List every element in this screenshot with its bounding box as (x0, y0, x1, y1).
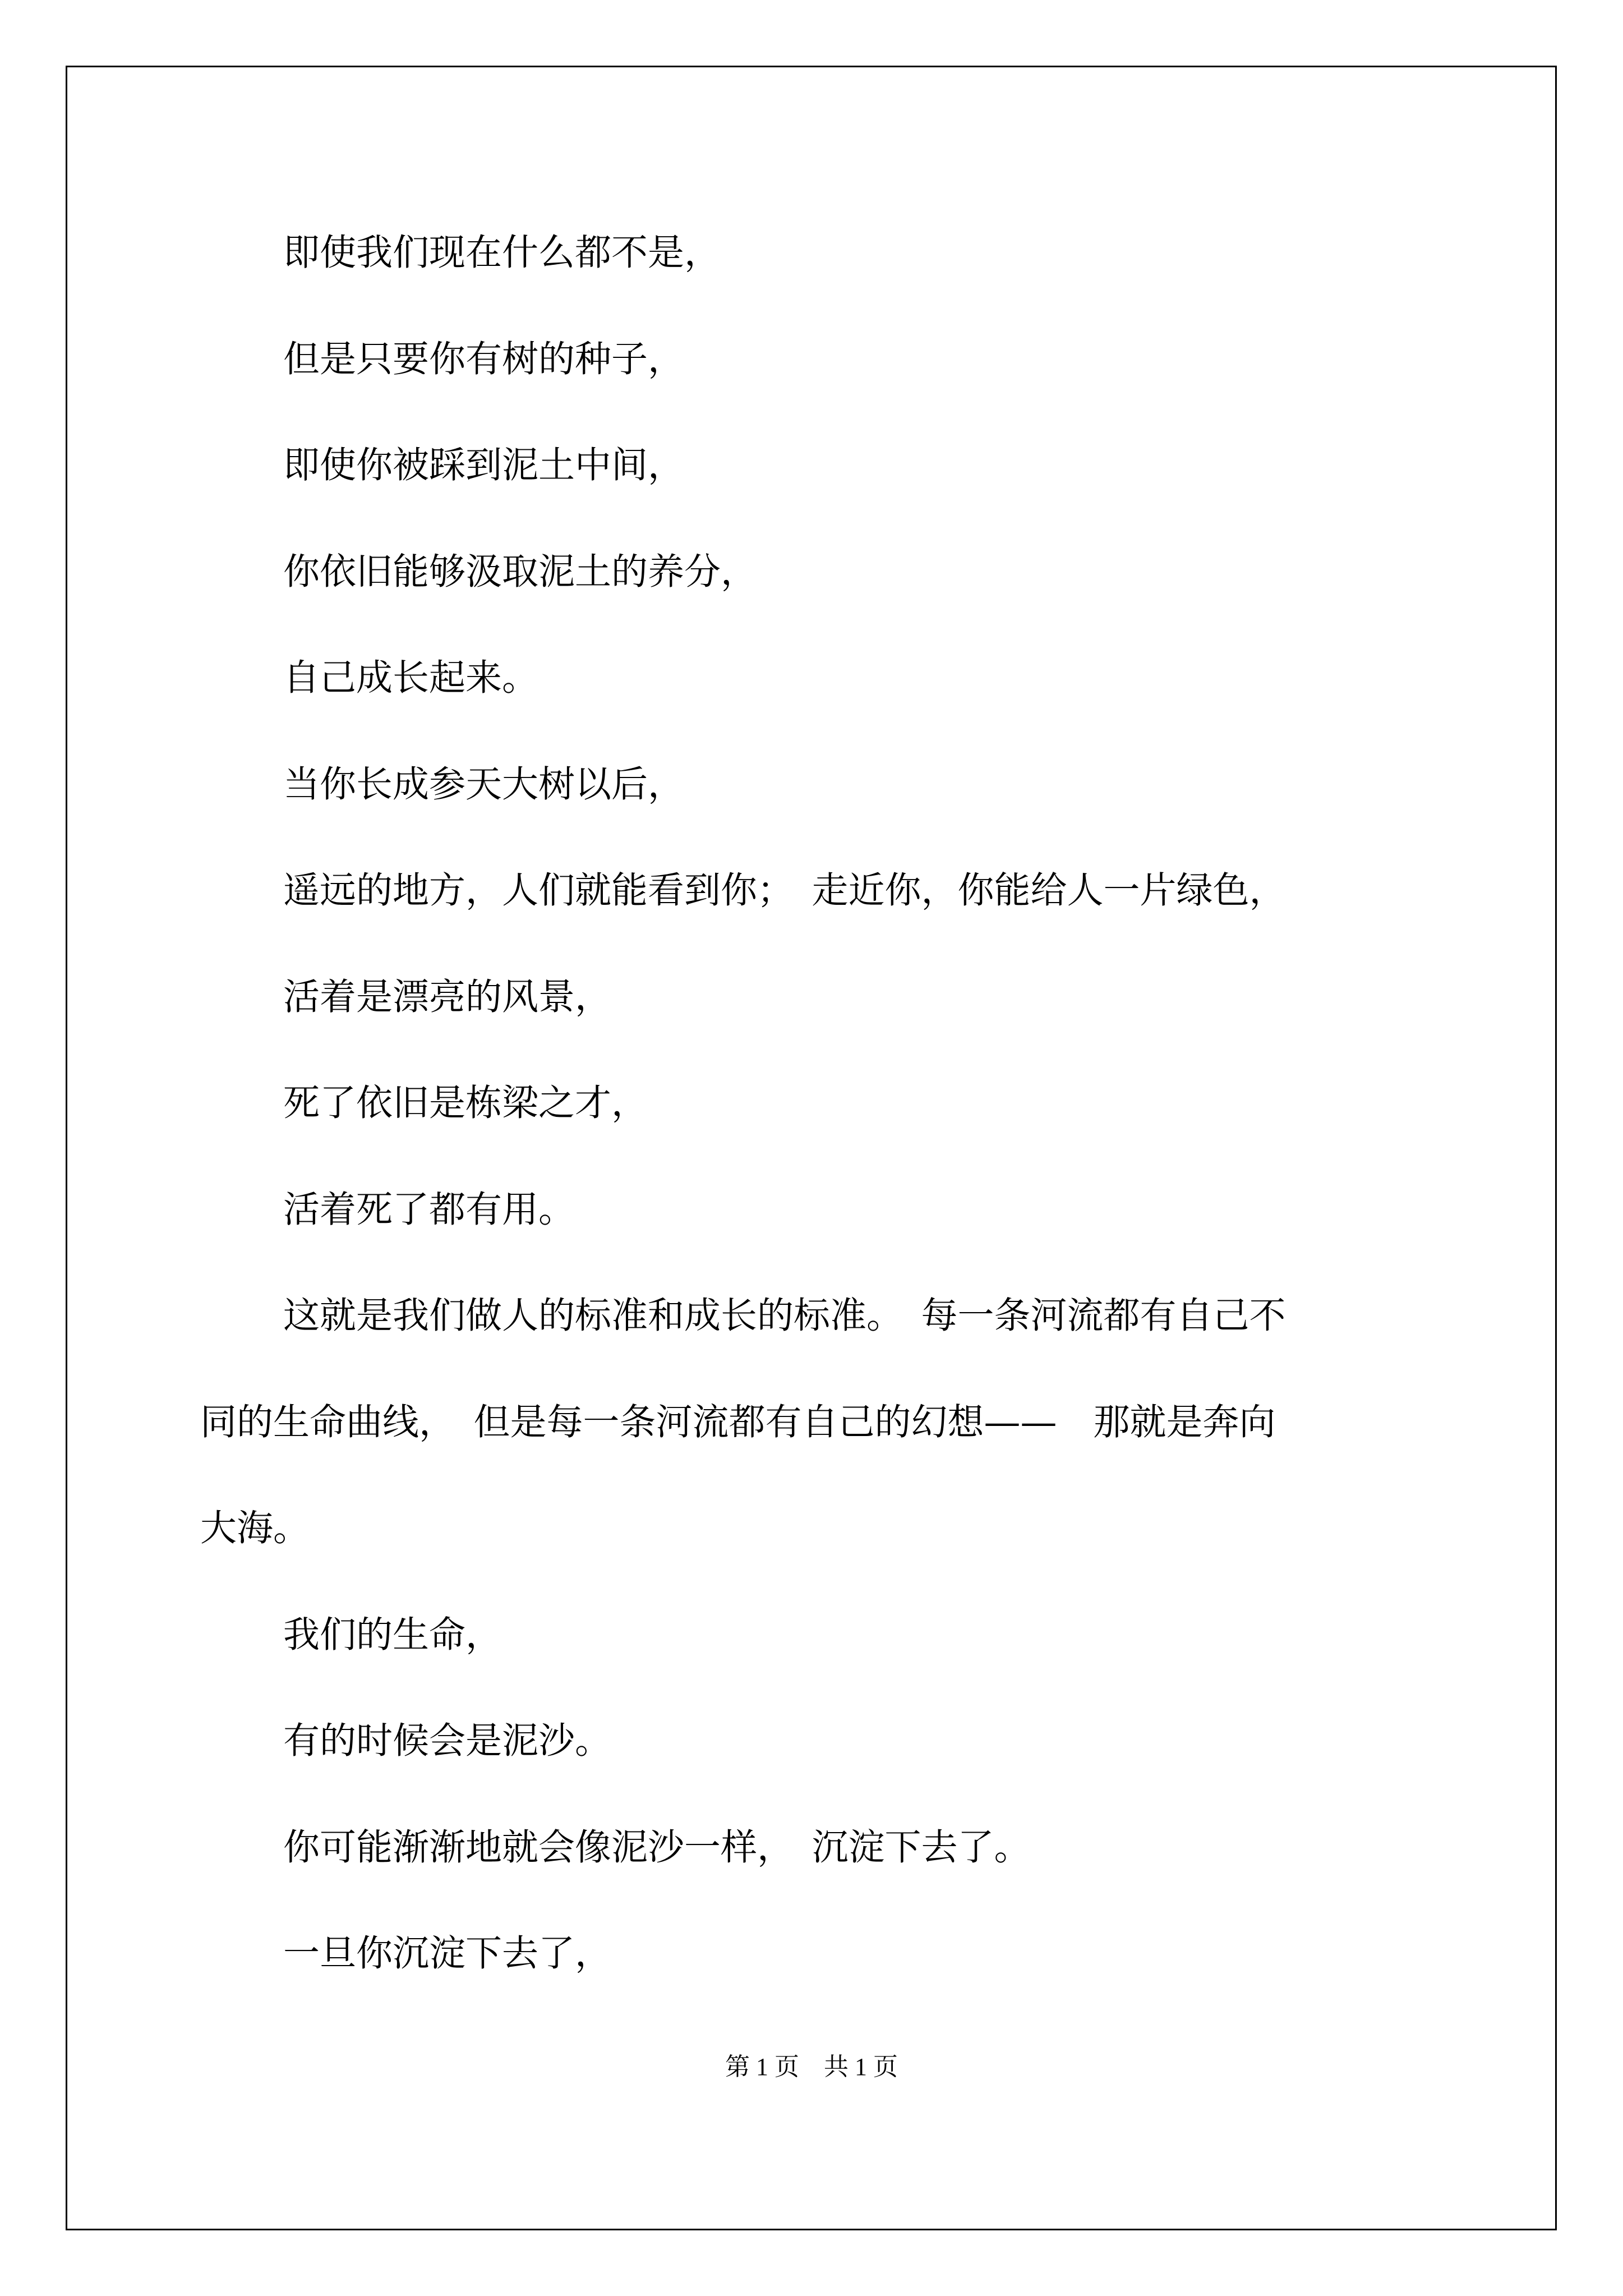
text-line: 同的生命曲线， 但是每一条河流都有自己的幻想—— 那就是奔向 (200, 1401, 1276, 1443)
text-line: 我们的生命， (283, 1614, 502, 1656)
text-line: 一旦你沉淀下去了， (283, 1932, 612, 1975)
page-footer: 第 1 页 共 1 页 (725, 2053, 898, 2081)
text-line: 自己成长起来。 (283, 657, 539, 699)
text-line: 这就是我们做人的标准和成长的标准。 每一条河流都有自己不 (283, 1295, 1286, 1337)
text-line: 你可能渐渐地就会像泥沙一样， 沉淀下去了。 (283, 1826, 1031, 1869)
text-line: 但是只要你有树的种子， (283, 338, 685, 380)
text-line: 活着是漂亮的风景， (283, 976, 612, 1018)
page-border (66, 66, 1557, 2230)
text-line: 遥远的地方，人们就能看到你； 走近你，你能给人一片绿色， (283, 869, 1286, 912)
text-line: 你依旧能够汲取泥土的养分， (283, 551, 758, 593)
text-line: 活着死了都有用。 (283, 1189, 575, 1231)
text-line: 死了依旧是栋梁之才， (283, 1082, 648, 1124)
text-line: 有的时候会是泥沙。 (283, 1720, 612, 1762)
text-line: 大海。 (200, 1507, 310, 1549)
text-line: 即使我们现在什么都不是， (283, 232, 721, 274)
text-line: 即使你被踩到泥土中间， (283, 444, 685, 486)
text-line: 当你长成参天大树以后， (283, 763, 685, 806)
